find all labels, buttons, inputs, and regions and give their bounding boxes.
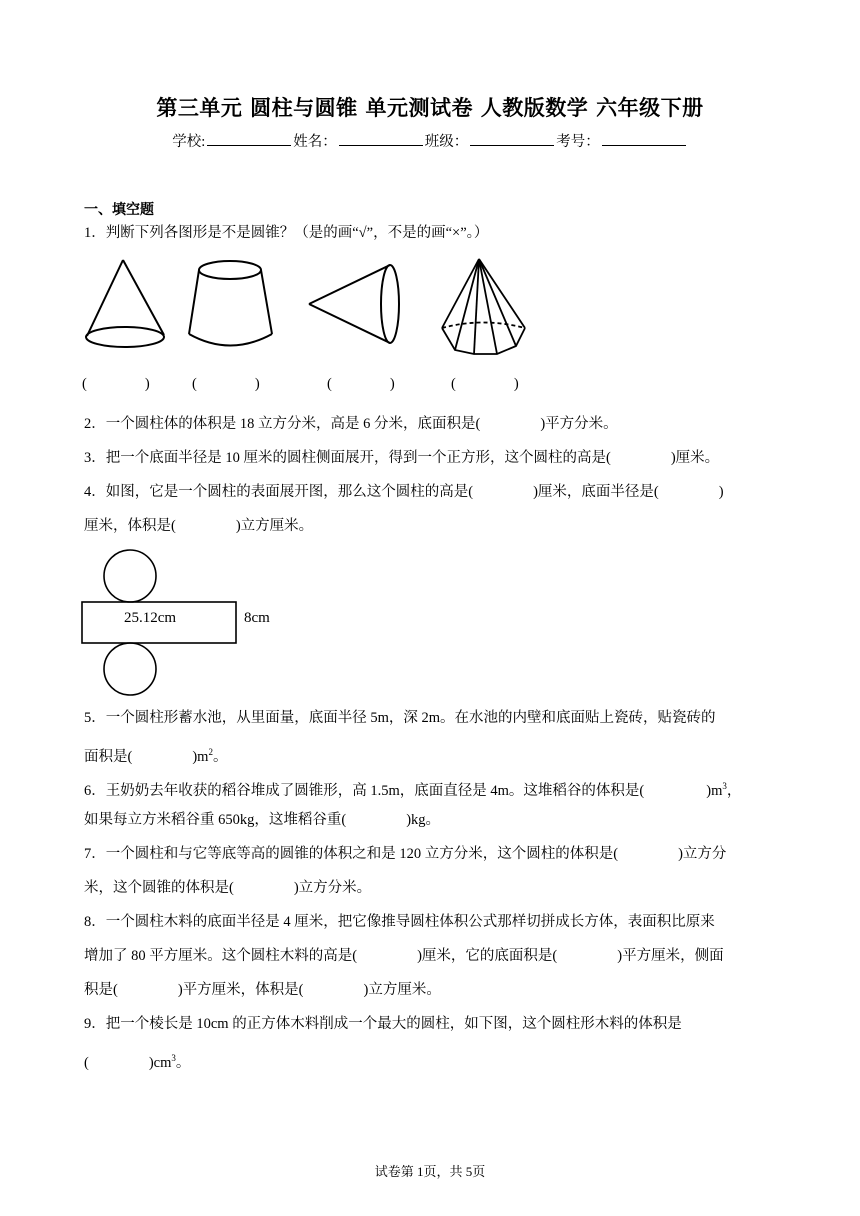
question-8-line-3: 积是( )平方厘米，体积是( )立方厘米。 xyxy=(84,982,441,998)
question-1-text: 1．判断下列各图形是不是圆锥？（是的画“√”，不是的画“×”。） xyxy=(84,225,489,241)
sideways-cone-figure xyxy=(309,265,399,343)
frustum-figure xyxy=(189,261,272,346)
question-1-figures xyxy=(80,255,420,360)
school-blank[interactable] xyxy=(207,131,291,146)
question-6-line-2: 如果每立方米稻谷重 650kg，这堆稻谷重( )kg。 xyxy=(84,812,441,828)
question-3: 3．把一个底面半径是 10 厘米的圆柱侧面展开，得到一个正方形，这个圆柱的高是( )厘米。 xyxy=(84,450,720,466)
student-info-line xyxy=(0,130,860,151)
page-footer: 试卷第 1页，共 5页 xyxy=(374,1164,486,1179)
section-title: 一、填空题 xyxy=(84,202,154,218)
school-label: 学校: xyxy=(172,134,206,150)
net-length-label: 25.12cm xyxy=(124,610,177,626)
question-9-line-2: ( )$cm^3$。 xyxy=(84,1053,191,1071)
cone-figure xyxy=(86,260,164,347)
name-label: 姓名： xyxy=(293,134,337,150)
exam-number-label: 考号： xyxy=(556,134,600,150)
question-7-line-1: 7．一个圆柱和与它等底等高的圆锥的体积之和是 120 立方分米，这个圆柱的体积是( )立方分 xyxy=(84,846,727,862)
question-5-line-2: 面积是( )$m^2$。 xyxy=(84,747,228,765)
question-8-line-2: 增加了 80 平方厘米。这个圆柱木料的高是( )厘米，它的底面积是( )平方厘米，侧面 xyxy=(84,948,724,964)
question-9-line-1: 9．把一个棱长是 10cm 的正方体木料削成一个最大的圆柱，如下图，这个圆柱形木料的体积是 xyxy=(84,1016,682,1032)
question-4-line-1: 4．如图，它是一个圆柱的表面展开图，那么这个圆柱的高是( )厘米，底面半径是( ) xyxy=(84,484,724,500)
question-4-line-2: 厘米，体积是( )立方厘米。 xyxy=(84,518,314,534)
pyramid-figure xyxy=(438,255,530,360)
question-6-line-1: 6．王奶奶去年收获的稻谷堆成了圆锥形，高 1.5m，底面直径是 4m。这堆稻谷的体积是( )$m^3$， xyxy=(84,781,742,799)
question-5-line-1: 5．一个圆柱形蓄水池，从里面量，底面半径 5m，深 2m。在水池的内壁和底面贴上瓷砖，贴瓷砖的 xyxy=(84,710,716,726)
net-height-label: 8cm xyxy=(244,610,270,626)
page-title: 第三单元 圆柱与圆锥 单元测试卷 人教版数学 六年级下册 xyxy=(156,96,704,120)
answer-paren-3[interactable]: ( ) xyxy=(327,376,395,392)
question-2: 2．一个圆柱体的体积是 18 立方分米，高是 6 分米，底面积是( )平方分米。 xyxy=(84,416,618,432)
name-blank[interactable] xyxy=(339,131,423,146)
question-8-line-1: 8．一个圆柱木料的底面半径是 4 厘米，把它像推导圆柱体积公式那样切拼成长方体，表面积比原来 xyxy=(84,914,715,930)
class-label: 班级： xyxy=(424,134,469,150)
answer-paren-4[interactable]: ( ) xyxy=(451,376,519,392)
class-blank[interactable] xyxy=(470,131,554,146)
answer-paren-2[interactable]: ( ) xyxy=(192,376,260,392)
answer-paren-1[interactable]: ( ) xyxy=(82,376,150,392)
exam-number-blank[interactable] xyxy=(602,131,686,146)
top-circle xyxy=(104,550,156,602)
question-7-line-2: 米，这个圆锥的体积是( )立方分米。 xyxy=(84,880,372,896)
bottom-circle xyxy=(104,643,156,695)
